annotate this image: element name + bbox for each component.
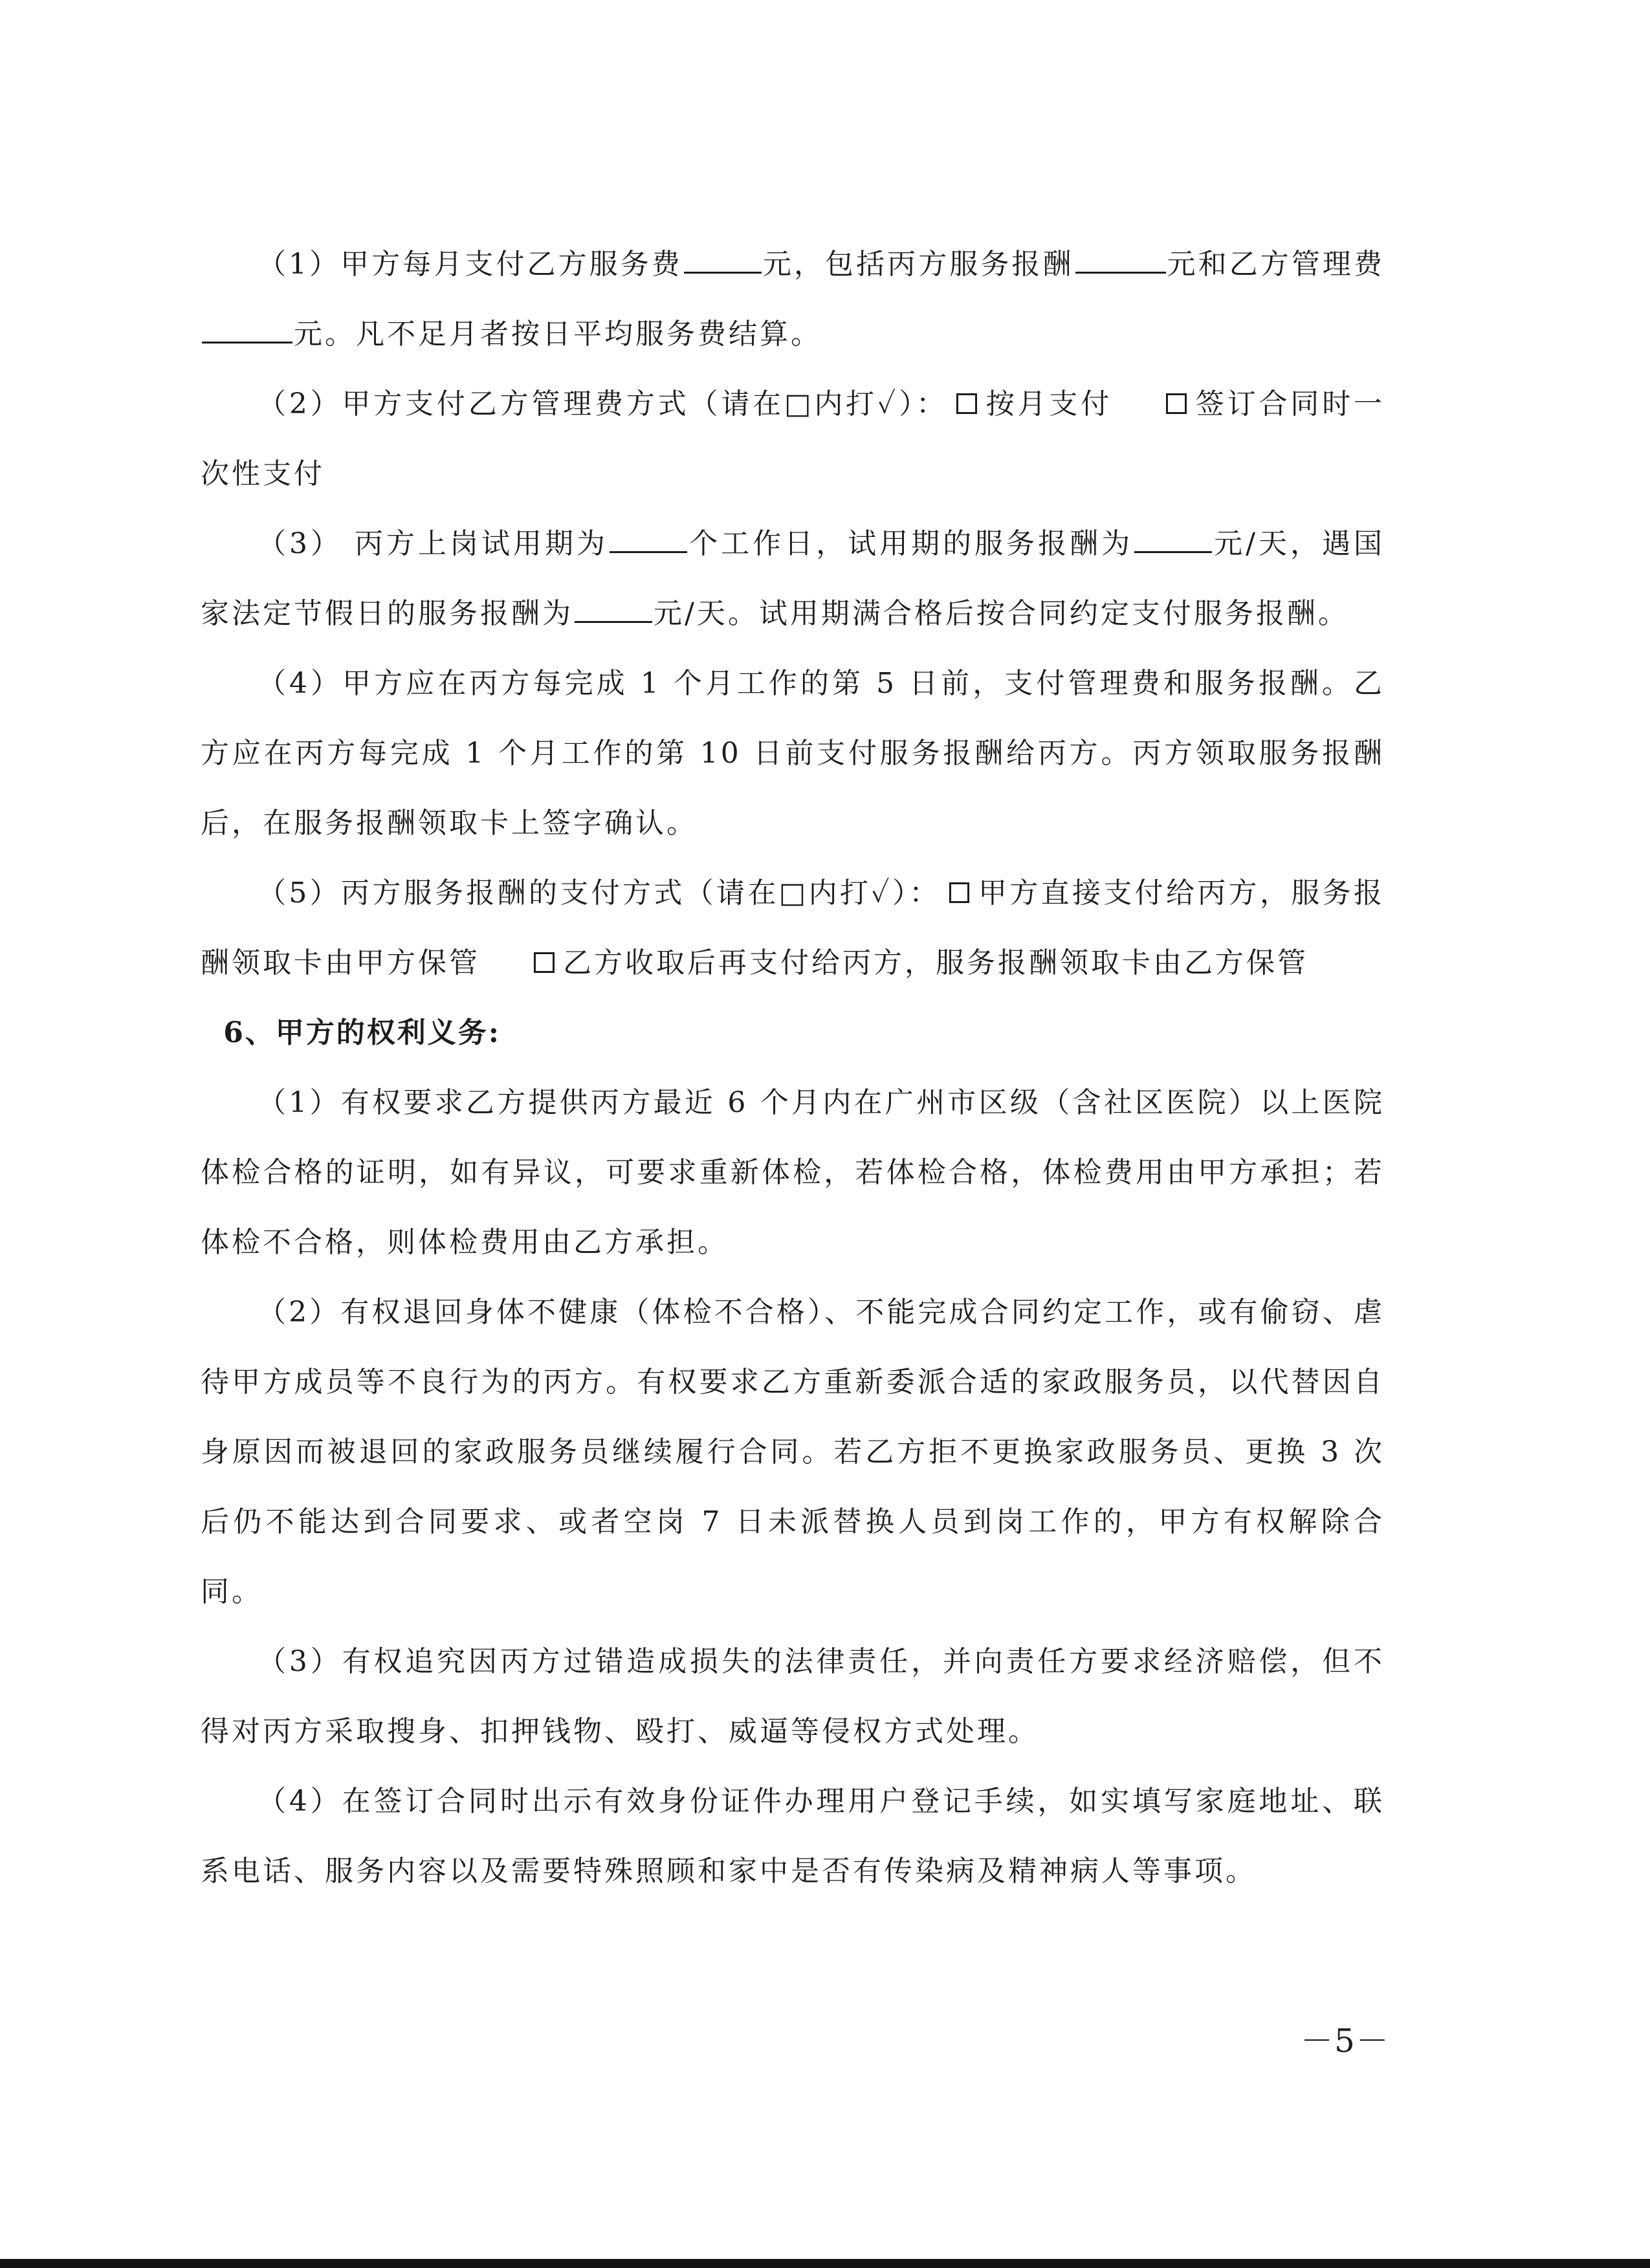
payment-clause-5 bbox=[201, 858, 1385, 998]
probation-days-blank[interactable] bbox=[610, 525, 687, 553]
holiday-rate-blank[interactable] bbox=[575, 595, 652, 623]
rights-clause-2: （2）有权退回身体不健康（体检不合格）、不能完成合同约定工作，或有偷窃、虐待甲方成员等不良行为的丙方。有权要求乙方重新委派合适的家政服务员，以代替因自身原因而被退回的家政服务员继续履行合同。若乙方拒不更换家政服务员、更换 3 次后仍不能达到合同要求、或者空岗 7 日未派替换人员到岗工作的，甲方有权解除合同。 bbox=[201, 1296, 1385, 1608]
payment-clause-4: （4）甲方应在丙方每完成 1 个月工作的第 5 日前，支付管理费和服务报酬。乙方应在丙方每完成 1 个月工作的第 10 日前支付服务报酬给丙方。丙方领取服务报酬后，在服务报酬领取卡上签字确认。 bbox=[201, 667, 1385, 840]
management-fee-blank[interactable] bbox=[202, 316, 292, 343]
clause-text: 元。凡不足月者按日平均服务费结算。 bbox=[294, 318, 822, 351]
clause-text: 个工作日，试用期的服务报酬为 bbox=[688, 527, 1134, 560]
option-label: 乙方收取后再支付给丙方，服务报酬领取卡由乙方保管 bbox=[563, 946, 1309, 979]
option-label: 按月支付 bbox=[985, 387, 1113, 420]
document-body bbox=[201, 230, 1385, 1906]
option-label: 甲方直接支付给丙方，服务报酬领取卡由甲方保管 bbox=[201, 877, 1385, 979]
clause-text: 元和乙方管理费 bbox=[1167, 248, 1385, 281]
rights-clause-3: （3）有权追究因丙方过错造成损失的法律责任，并向责任方要求经济赔偿，但不得对丙方采取搜身、扣押钱物、殴打、威逼等侵权方式处理。 bbox=[201, 1645, 1385, 1748]
clause-text: 元，包括丙方服务报酬 bbox=[762, 248, 1074, 281]
monthly-payment-checkbox[interactable] bbox=[956, 393, 977, 414]
one-time-payment-checkbox[interactable] bbox=[1166, 393, 1187, 414]
payment-clause-3 bbox=[201, 509, 1385, 649]
clause-text: （2）甲方支付乙方管理费方式（请在□内打✓）： bbox=[258, 387, 948, 420]
direct-payment-checkbox[interactable] bbox=[949, 882, 970, 903]
payment-clause-1 bbox=[201, 230, 1385, 369]
rights-clause-1: （1）有权要求乙方提供丙方最近 6 个月内在广州市区级（含社区医院）以上医院体检合格的证明，如有异议，可要求重新体检，若体检合格，体检费用由甲方承担；若体检不合格，则体检费用由乙方承担。 bbox=[201, 1086, 1385, 1259]
page-number: －5－ bbox=[1301, 2022, 1390, 2060]
probation-rate-blank[interactable] bbox=[1134, 525, 1212, 553]
clause-text: （5）丙方服务报酬的支付方式（请在□内打✓）： bbox=[258, 877, 941, 910]
option-label: 签订合同时一次性支付 bbox=[201, 387, 1385, 490]
clause-text: （1）甲方每月支付乙方服务费 bbox=[258, 248, 683, 281]
scan-edge bbox=[0, 2259, 1650, 2268]
clause-text: 元/天。试用期满合格后按合同约定支付服务报酬。 bbox=[654, 597, 1349, 630]
agency-payment-checkbox[interactable] bbox=[534, 952, 555, 973]
section-heading: 6、甲方的权利义务: bbox=[223, 1016, 501, 1049]
payment-clause-2 bbox=[201, 369, 1385, 509]
clause-text: 元/天，遇国家法定节假日的服务报酬为 bbox=[201, 527, 1385, 630]
remuneration-blank[interactable] bbox=[1075, 246, 1166, 274]
clause-text: （3） 丙方上岗试用期为 bbox=[258, 527, 609, 560]
service-fee-blank[interactable] bbox=[684, 246, 762, 274]
rights-clause-4: （4）在签订合同时出示有效身份证件办理用户登记手续，如实填写家庭地址、联系电话、服务内容以及需要特殊照顾和家中是否有传染病及精神病人等事项。 bbox=[201, 1785, 1385, 1888]
